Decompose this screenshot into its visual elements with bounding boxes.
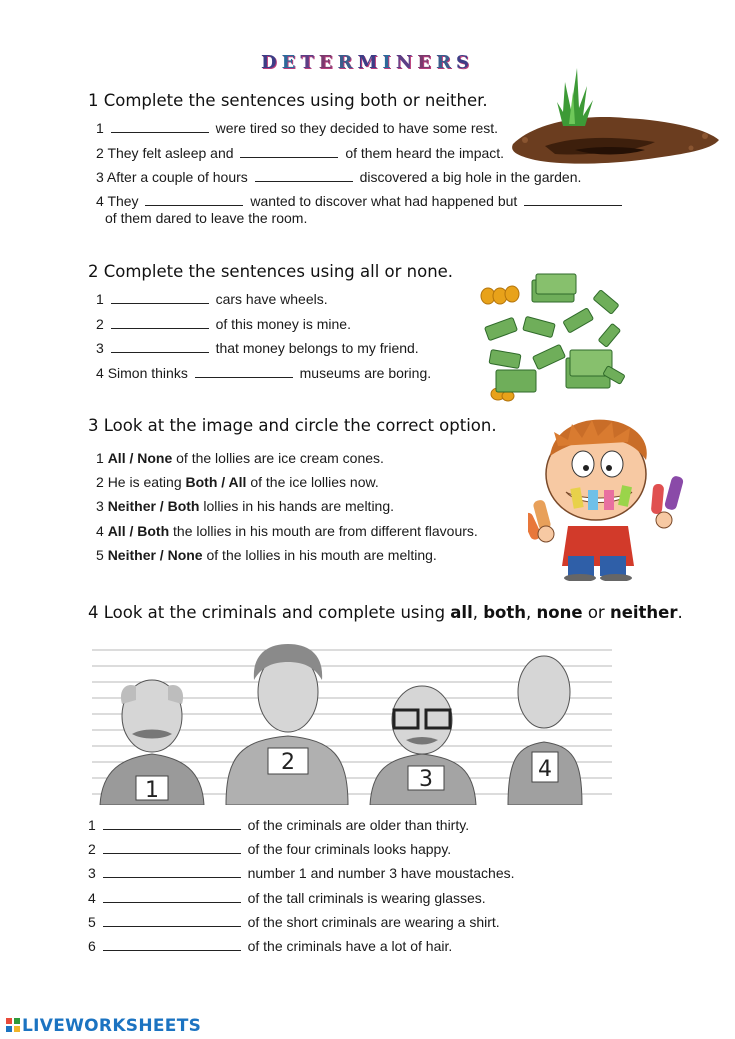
liveworksheets-logo-icon [6,1018,20,1032]
option-choice[interactable]: Both / All [185,474,247,490]
money-illustration [476,270,626,405]
answer-blank[interactable] [103,890,241,903]
title-letter: E [417,52,437,73]
option-choice[interactable]: Neither / None [107,547,203,563]
option-choice[interactable]: All / None [107,450,173,466]
lineup-number: 4 [538,757,552,782]
option-choice[interactable]: Neither / Both [107,498,200,514]
criminals-lineup-illustration [92,640,612,805]
s3-item-4: 4 All / Both the lollies in his mouth are from different flavours. [96,523,478,539]
title-letter: E [318,52,338,73]
answer-blank[interactable] [524,193,622,206]
lineup-number: 1 [145,778,159,803]
keyword-both: both [483,603,527,622]
title-letter: T [300,52,319,73]
answer-blank[interactable] [103,914,241,927]
answer-blank[interactable] [111,316,209,329]
answer-blank[interactable] [103,865,241,878]
s2-item-2: 2 of this money is mine. [96,316,351,332]
title-letter: S [455,52,474,73]
footer-brand[interactable] [6,1016,201,1036]
s4-item-6: 6 of the criminals have a lot of hair. [88,938,453,954]
s3-item-3: 3 Neither / Both lollies in his hands are melting. [96,498,395,514]
answer-blank[interactable] [111,291,209,304]
s1-item-1: 1 were tired so they decided to have some rest. [96,120,499,136]
s1-item-3: 3 After a couple of hours discovered a big hole in the garden. [96,169,582,185]
s1-item-2: 2 They felt asleep and of them heard the impact. [96,145,505,161]
s4-item-5: 5 of the short criminals are wearing a shirt. [88,914,500,930]
answer-blank[interactable] [103,938,241,951]
garden-hole-illustration [505,62,723,174]
section-1-heading: 1 Complete the sentences using both or neither. [88,91,488,110]
option-choice[interactable]: All / Both [107,523,170,539]
footer-text: LIVEWORKSHEETS [22,1016,202,1036]
answer-blank[interactable] [111,120,209,133]
title-letter: D [261,52,282,73]
answer-blank[interactable] [240,145,338,158]
s1-item-4-cont: of them dared to leave the room. [105,210,308,226]
s2-item-4: 4 Simon thinks museums are boring. [96,365,432,381]
lineup-number: 3 [419,767,433,792]
answer-blank[interactable] [195,365,293,378]
title-letter: I [382,52,396,73]
answer-blank[interactable] [103,841,241,854]
title-letter: N [395,52,418,73]
s4-item-3: 3 number 1 and number 3 have moustaches. [88,865,515,881]
keyword-neither: neither [609,603,678,622]
section-3-heading: 3 Look at the image and circle the correct option. [88,416,497,435]
lineup-number: 2 [281,750,295,775]
s2-item-1: 1 cars have wheels. [96,291,328,307]
answer-blank[interactable] [111,340,209,353]
s4-item-4: 4 of the tall criminals is wearing glasses. [88,890,486,906]
s3-item-1: 1 All / None of the lollies are ice cream cones. [96,450,384,466]
s3-item-2: 2 He is eating Both / All of the ice lollies now. [96,474,379,490]
section-2-heading: 2 Complete the sentences using all or none. [88,262,454,281]
s4-item-2: 2 of the four criminals looks happy. [88,841,452,857]
title-letter: R [337,52,358,73]
title-letter: R [436,52,456,73]
s1-item-4: 4 They wanted to discover what had happened but [96,193,625,209]
answer-blank[interactable] [145,193,243,206]
section-4-heading: 4 Look at the criminals and complete using all, both, none or neither. [88,603,683,622]
s4-item-1: 1 of the criminals are older than thirty. [88,817,470,833]
s3-item-5: 5 Neither / None of the lollies in his mouth are melting. [96,547,437,563]
answer-blank[interactable] [103,817,241,830]
title-text [261,52,474,73]
keyword-all: all [450,603,473,622]
title-letter: E [281,52,301,73]
s2-item-3: 3 that money belongs to my friend. [96,340,419,356]
boy-with-lollies-illustration [528,416,698,581]
title-letter: M [357,52,383,73]
keyword-none: none [536,603,583,622]
answer-blank[interactable] [255,169,353,182]
